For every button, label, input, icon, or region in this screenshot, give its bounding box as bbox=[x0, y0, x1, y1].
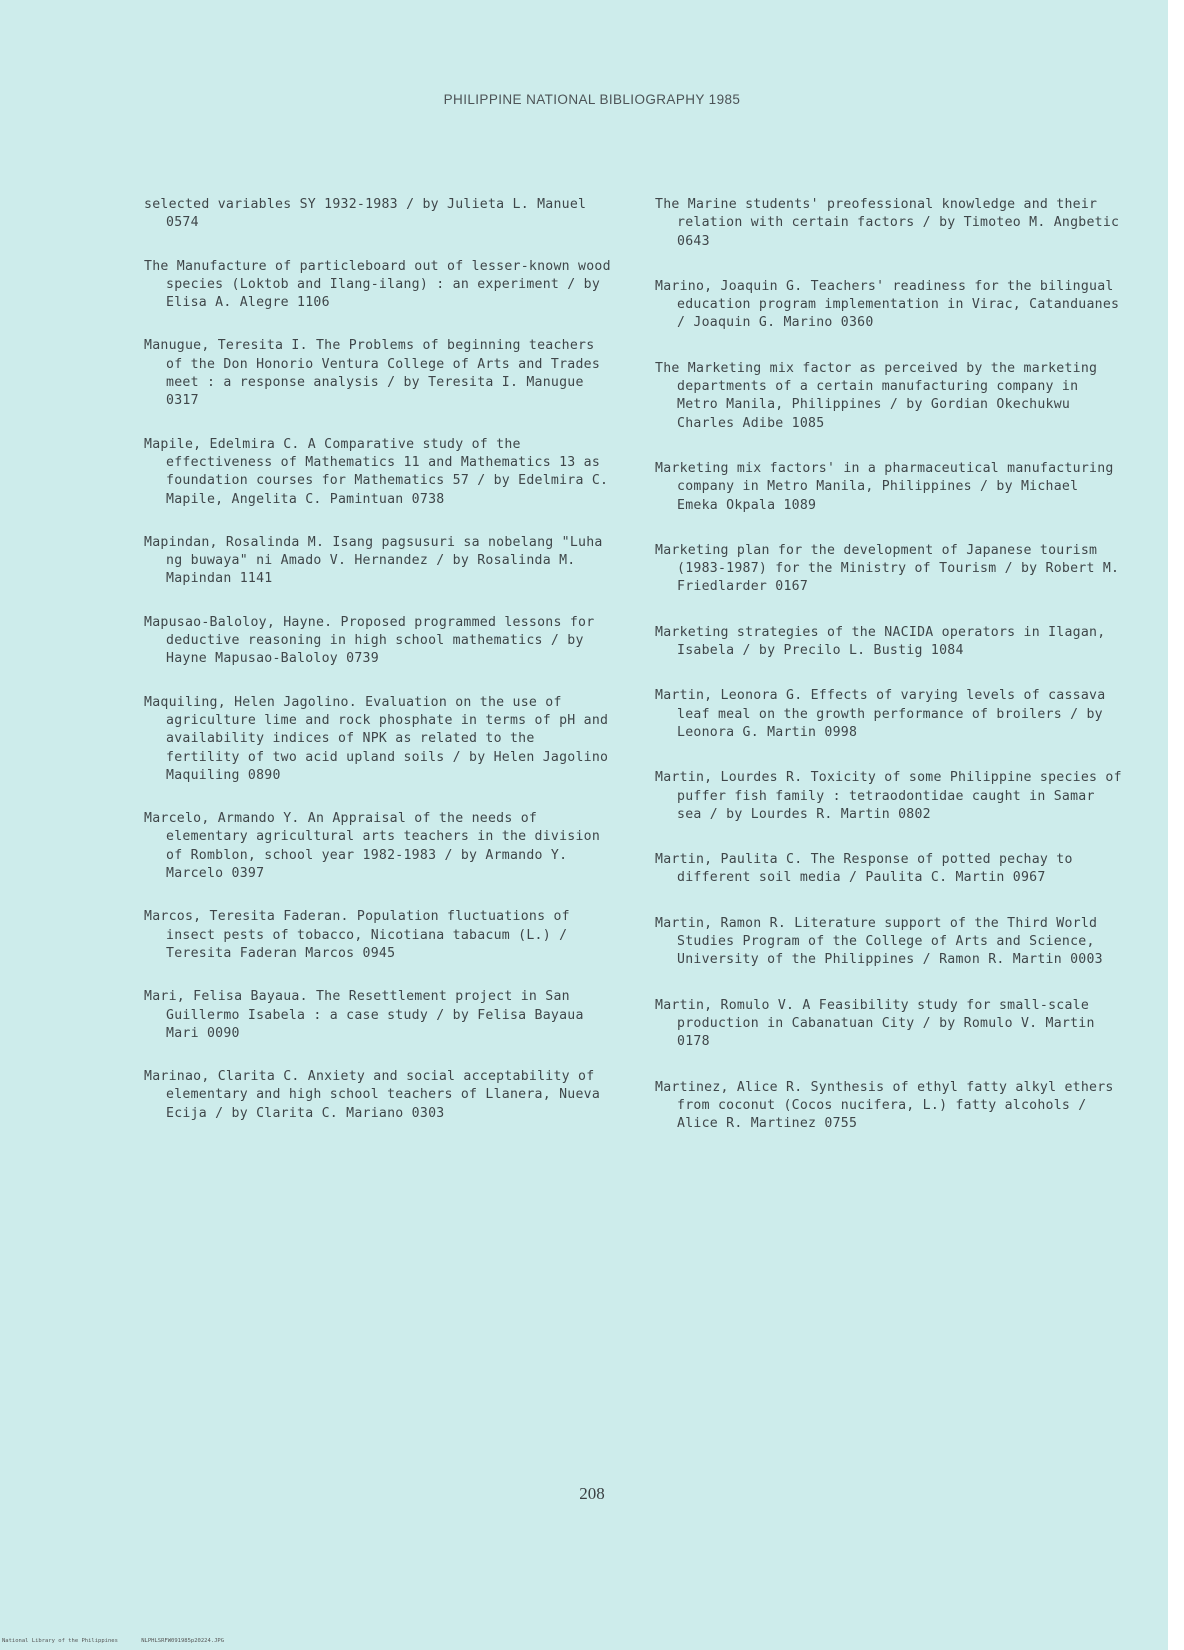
bibliography-entry: selected variables SY 1932-1983 / by Julieta L. Manuel 0574 bbox=[144, 197, 595, 231]
bibliography-entry: Manugue, Teresita I. The Problems of beginning teachers of the Don Honorio Ventura College of Arts and Trades meet : a response analysis / by Teresita I. Manugue 0317 bbox=[144, 338, 609, 409]
scan-edge bbox=[1168, 0, 1184, 1650]
bibliography-entry: Mari, Felisa Bayaua. The Resettlement project in San Guillermo Isabela : a case study / by Felisa Bayaua Mari 0090 bbox=[144, 989, 592, 1041]
bibliography-entry: The Manufacture of particleboard out of lesser-known wood species (Loktob and Ilang-ilang) : an experiment / by Elisa A. Alegre 1106 bbox=[144, 258, 620, 311]
bibliography-entry: Mapindan, Rosalinda M. Isang pagsusuri sa nobelang "Luha ng buwaya" ni Amado V. Hernandez / by Rosalinda M. Mapindan 1141 bbox=[144, 534, 611, 587]
page-number: 208 bbox=[579, 1484, 605, 1503]
bibliography-entry: Mapile, Edelmira C. A Comparative study of the effectiveness of Mathematics 11 and Mathematics 13 as foundation courses for Mathematics 57 / by Edelmira C. Mapile, Angelita C. Pamintuan 0738 bbox=[144, 436, 617, 507]
bibliography-entry: Marinao, Clarita C. Anxiety and social acceptability of elementary and high school teachers of Llanera, Nueva Ecija / by Clarita C. Mariano 0303 bbox=[144, 1069, 609, 1121]
bibliography-entry: Marketing plan for the development of Japanese tourism (1983-1987) for the Ministry of Tourism / by Robert M. Friedlarder 0167 bbox=[655, 542, 1128, 595]
bibliography-entry: The Marketing mix factor as perceived by the marketing departments of a certain manufacturing company in Metro Manila, Philippines / by Gordian Okechukwu Charles Adibe 1085 bbox=[655, 360, 1106, 431]
bibliography-entry: Martin, Ramon R. Literature support of the Third World Studies Program of the College of Arts and Science, University of the Philippines / Ramon R. Martin 0003 bbox=[655, 915, 1106, 968]
library-name: National Library of the Philippines bbox=[2, 1638, 118, 1644]
bibliography-entry: Martinez, Alice R. Synthesis of ethyl fatty alkyl ethers from coconut (Cocos nucifera, L.) fatty alcohols / Alice R. Martinez 0755 bbox=[655, 1079, 1122, 1132]
left-column bbox=[144, 196, 620, 1148]
bibliography-entry: Martin, Lourdes R. Toxicity of some Philippine species of puffer fish family : tetraodontidae caught in Samar sea / by Lourdes R. Martin 0802 bbox=[655, 770, 1131, 822]
bibliography-entry: Martin, Romulo V. A Feasibility study for small-scale production in Cabanatuan City / by Romulo V. Martin 0178 bbox=[655, 997, 1103, 1050]
bibliography-entry: Maquiling, Helen Jagolino. Evaluation on the use of agriculture lime and rock phosphate in terms of pH and availability indices of NPK as related to the fertility of two acid upland soils / by Helen Jagolino Maquiling 0890 bbox=[144, 694, 617, 783]
file-id: NLPHLSRFW091985p20224.JPG bbox=[141, 1638, 225, 1644]
bibliography-entry: Marcelo, Armando Y. An Appraisal of the needs of elementary agricultural arts teachers in the division of Romblon, school year 1982-1983 / by Armando Y. Marcelo 0397 bbox=[144, 811, 609, 882]
bibliography-entry: The Marine students' preofessional knowledge and their relation with certain factors / by Timoteo M. Angbetic 0643 bbox=[655, 197, 1128, 249]
bibliography-entry: Marcos, Teresita Faderan. Population fluctuations of insect pests of tobacco, Nicotiana tabacum (L.) / Teresita Faderan Marcos 0945 bbox=[144, 909, 579, 961]
bibliography-entry: Mapusao-Baloloy, Hayne. Proposed programmed lessons for deductive reasoning in high school mathematics / by Hayne Mapusao-Baloloy 0739 bbox=[144, 614, 603, 667]
bibliography-entry: Marketing strategies of the NACIDA operators in Ilagan, Isabela / by Precilo L. Bustig 1084 bbox=[655, 624, 1114, 659]
bibliography-entry: Marketing mix factors' in a pharmaceutical manufacturing company in Metro Manila, Philippines / by Michael Emeka Okpala 1089 bbox=[655, 460, 1122, 513]
bibliography-entry: Martin, Leonora G. Effects of varying levels of cassava leaf meal on the growth performance of broilers / by Leonora G. Martin 0998 bbox=[655, 688, 1114, 740]
scan-footer bbox=[2, 1638, 244, 1644]
bibliography-entry: Martin, Paulita C. The Response of potted pechay to different soil media / Paulita C. Martin 0967 bbox=[655, 852, 1081, 886]
bibliography-entry: Marino, Joaquin G. Teachers' readiness for the bilingual education program implementation in Virac, Catanduanes / Joaquin G. Marino 0360 bbox=[655, 278, 1128, 331]
right-column bbox=[655, 196, 1131, 1160]
page-header: PHILIPPINE NATIONAL BIBLIOGRAPHY 1985 bbox=[443, 92, 741, 107]
